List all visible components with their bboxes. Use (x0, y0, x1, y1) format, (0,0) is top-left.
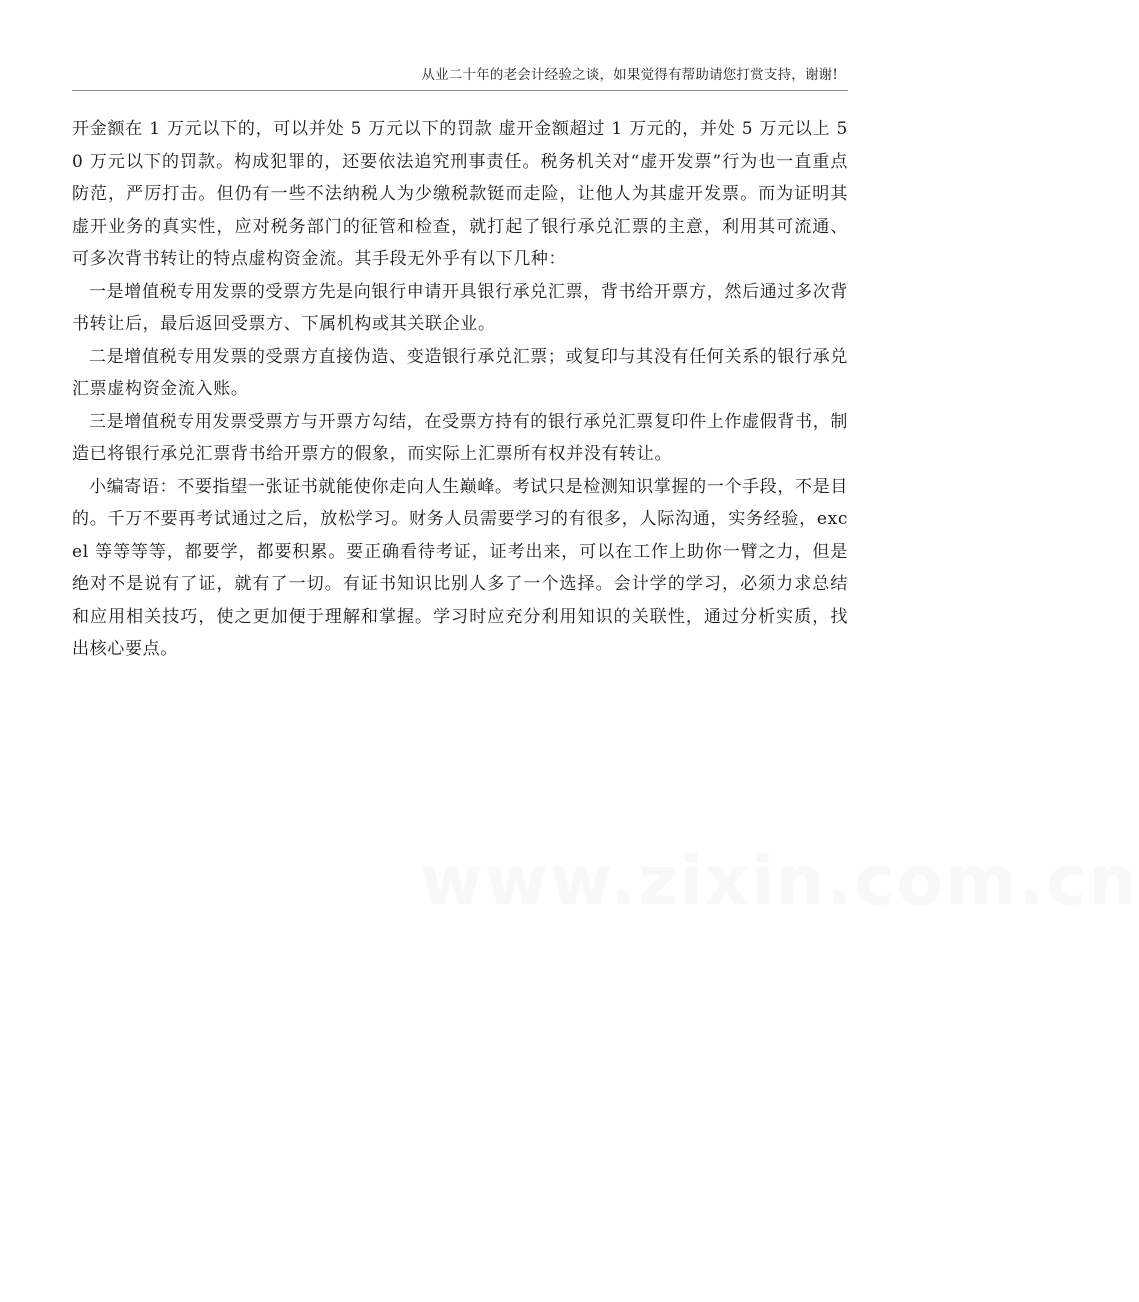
header-note: 从业二十年的老会计经验之谈，如果觉得有帮助请您打赏支持，谢谢! (421, 67, 838, 83)
header-divider (72, 90, 848, 91)
paragraph-method-two: 二是增值税专用发票的受票方直接伪造、变造银行承兑汇票；或复印与其没有任何关系的银行承兑汇票虚构资金流入账。 (72, 346, 848, 399)
paragraph-editor-note: 小编寄语：不要指望一张证书就能使你走向人生巅峰。考试只是检测知识掌握的一个手段，不是目的。千万不要再考试通过之后，放松学习。财务人员需要学习的有很多，人际沟通，实务经验，excel 等等等等，都要学，都要积累。要正确看待考证，证考出来，可以在工作上助你一臂之力，但是绝对不是说有了证，就有了一切。有证书知识比别人多了一个选择。会计学的学习，必须力求总结和应用相关技巧，使之更加便于理解和掌握。学习时应充分利用知识的关联性，通过分析实质，找出核心要点。 (72, 476, 848, 659)
watermark: www.zixin.com.cn (420, 842, 1139, 921)
paragraph-penalties: 开金额在 1 万元以下的，可以并处 5 万元以下的罚款 虚开金额超过 1 万元的，并处 5 万元以上 50 万元以下的罚款。构成犯罪的，还要依法追究刑事责任。税务机关对“虚开发票”行为也一直重点防范，严厉打击。但仍有一些不法纳税人为少缴税款铤而走险，让他人为其虚开发票。而为证明其虚开业务的真实性，应对税务部门的征管和检查，就打起了银行承兑汇票的主意，利用其可流通、可多次背书转让的特点虚构资金流。其手段无外乎有以下几种： (72, 119, 848, 269)
paragraph-method-one: 一是增值税专用发票的受票方先是向银行申请开具银行承兑汇票，背书给开票方，然后通过多次背书转让后，最后返回受票方、下属机构或其关联企业。 (72, 281, 848, 334)
paragraph-method-three: 三是增值税专用发票受票方与开票方勾结，在受票方持有的银行承兑汇票复印件上作虚假背书，制造已将银行承兑汇票背书给开票方的假象，而实际上汇票所有权并没有转让。 (72, 411, 848, 464)
document-body (72, 113, 848, 666)
